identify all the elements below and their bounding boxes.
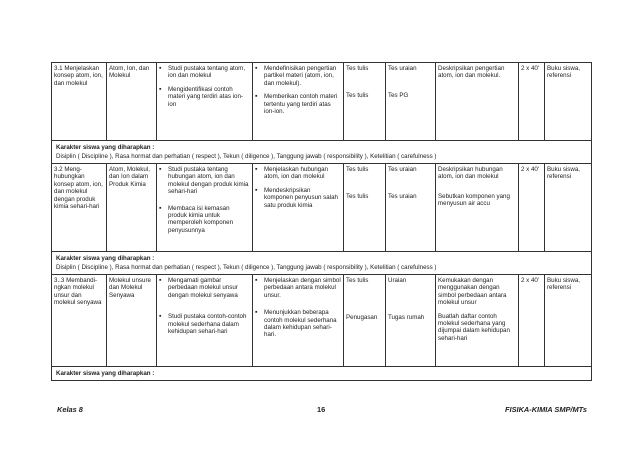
bentuk-item: Uraian bbox=[388, 277, 407, 284]
table-row bbox=[52, 275, 592, 367]
sumber-cell: Buku siswa, referensi bbox=[545, 63, 592, 141]
karakter-title: Karakter siswa yang diharapkan : bbox=[56, 144, 155, 151]
teknik-item: Tes tulis bbox=[346, 92, 369, 100]
kd-number: 3.2 bbox=[54, 166, 63, 173]
materi-cell: Atom, Molekul, dan Ion dalam Produk Kimia bbox=[107, 164, 157, 252]
table-row bbox=[52, 63, 592, 141]
contoh-item: Deskripsikan pengertian atom, ion dan molekul. bbox=[438, 65, 505, 80]
kd-number: 3..3 bbox=[54, 277, 65, 284]
teknik-cell bbox=[344, 164, 386, 252]
contoh-item: Sebutkan komponen yang menyusun air accu bbox=[438, 192, 510, 208]
bentuk-item: Tugas rumah bbox=[388, 314, 425, 322]
karakter-title: Karakter siswa yang diharapkan : bbox=[56, 370, 155, 377]
pembelajaran-cell bbox=[157, 275, 253, 367]
bentuk-item: Tes uraian bbox=[388, 193, 417, 201]
pembelajaran-cell bbox=[157, 63, 253, 141]
waktu-cell: 2 x 40' bbox=[519, 63, 545, 141]
contoh-cell bbox=[436, 164, 519, 252]
kd-cell bbox=[52, 164, 107, 252]
karakter-row bbox=[52, 141, 592, 164]
syllabus-table bbox=[51, 62, 592, 381]
footer-class: Kelas 8 bbox=[57, 405, 83, 414]
karakter-text: Disiplin ( Discipline ), Rasa hormat dan perhatian ( respect ), Tekun ( diligence ), Tanggung jawab ( responsibility ), Ketelitian ( carefulness ) bbox=[56, 153, 437, 161]
list-item: ▪ Membaca isi kemasan produk kimia untuk memperoleh komponen penyusunnya bbox=[168, 205, 250, 235]
list-item: ▪ Menjelaskan dengan simbol perbedaan antara molekul unsur. bbox=[264, 277, 341, 299]
materi-cell: Molekul unsure dan Molekul Senyawa bbox=[107, 275, 157, 367]
table-row bbox=[52, 164, 592, 252]
list-item: ▪ Studi pustaka tentang atom, ion dan molekul bbox=[168, 65, 250, 80]
pembelajaran-cell bbox=[157, 164, 253, 252]
contoh-item: Deskripsikan hubungan atom, ion dan molekul bbox=[438, 166, 503, 181]
bentuk-item: Tes PG bbox=[388, 92, 409, 100]
list-item: ▪ Menjelaskan hubungan atom, ion dan molekul bbox=[264, 166, 341, 181]
contoh-item: Kemukakan dengan menggunakan dengan simbol perbedaan antara molekul unsur bbox=[438, 277, 507, 307]
teknik-item: Tes tulis bbox=[346, 166, 369, 173]
teknik-item: Tes tulis bbox=[346, 277, 369, 284]
list-item: ▪ Studi pustaka contoh-contoh molekul sederhana dalam kehidupan sehari-hari bbox=[168, 313, 250, 335]
sumber-cell: Buku siswa, referensi bbox=[545, 275, 592, 367]
waktu-cell: 2 x 40' bbox=[519, 275, 545, 367]
kd-cell bbox=[52, 63, 107, 141]
kd-text: Meng-hubungkan konsep atom, ion, dan molekul dengan produk kimia sehari-hari bbox=[54, 166, 103, 211]
kd-text: Membandi-ngkan molekul unsur dan molekul senyawa bbox=[54, 277, 102, 307]
bentuk-item: Tes uraian bbox=[388, 65, 417, 72]
contoh-cell bbox=[436, 63, 519, 141]
footer-subject: FISIKA-KIMIA SMP/MTs bbox=[505, 405, 587, 414]
kd-number: 3.1 bbox=[54, 65, 63, 72]
teknik-item: Tes tulis bbox=[346, 65, 369, 72]
teknik-item: Tes tulis bbox=[346, 193, 369, 201]
materi-cell: Atom, Ion, dan Molekul bbox=[107, 63, 157, 141]
teknik-item: Penugasan bbox=[346, 314, 378, 322]
sumber-cell: Buku siswa, referensi bbox=[545, 164, 592, 252]
karakter-row bbox=[52, 367, 592, 381]
karakter-title: Karakter siswa yang diharapkan : bbox=[56, 255, 155, 262]
bentuk-cell bbox=[386, 63, 436, 141]
karakter-text: Disiplin ( Discipline ), Rasa hormat dan perhatian ( respect ), Tekun ( diligence ), Tanggung jawab ( responsibility ), Ketelitian ( carefulness ) bbox=[56, 264, 437, 272]
list-item: ▪ Mengamati gambar perbedaan molekul unsur dengan molekul senyawa bbox=[168, 277, 250, 299]
list-item: ▪ Menunjukkan beberapa contoh molekul sederhana dalam kehidupan sehari-hari. bbox=[264, 309, 341, 339]
list-item: ▪ Studi pustaka tentang hubungan atom, ion dan molekul dengan produk kimia sehari-hari bbox=[168, 166, 250, 196]
bentuk-cell bbox=[386, 164, 436, 252]
karakter-row bbox=[52, 252, 592, 275]
kd-text: Menjelaskan konsep atom, ion, dan molekul bbox=[54, 65, 103, 87]
contoh-cell bbox=[436, 275, 519, 367]
list-item: ▪ Mendefinisikan pengertian partikel materi (atom, ion, dan molekul). bbox=[264, 65, 341, 87]
list-item: ▪ Memberikan contoh materi tertentu yang terdiri atas ion-ion. bbox=[264, 93, 341, 115]
list-item: ▪ Mendeskripsikan komponen penyusun salah satu produk kimia bbox=[264, 187, 341, 209]
indikator-cell bbox=[253, 164, 344, 252]
teknik-cell bbox=[344, 275, 386, 367]
waktu-cell: 2 x 40' bbox=[519, 164, 545, 252]
contoh-item: Buatlah daftar contoh molekul sederhana yang dijumpai dalam kehidupan sehari-hari bbox=[438, 312, 510, 342]
indikator-cell bbox=[253, 275, 344, 367]
bentuk-cell bbox=[386, 275, 436, 367]
teknik-cell bbox=[344, 63, 386, 141]
indikator-cell bbox=[253, 63, 344, 141]
syllabus-sheet bbox=[51, 62, 591, 381]
kd-cell bbox=[52, 275, 107, 367]
bentuk-item: Tes uraian bbox=[388, 166, 417, 173]
list-item: ▪ Mengidentifikasi contoh materi yang terdiri atas ion-ion bbox=[168, 86, 250, 108]
page-number: 16 bbox=[317, 405, 326, 414]
